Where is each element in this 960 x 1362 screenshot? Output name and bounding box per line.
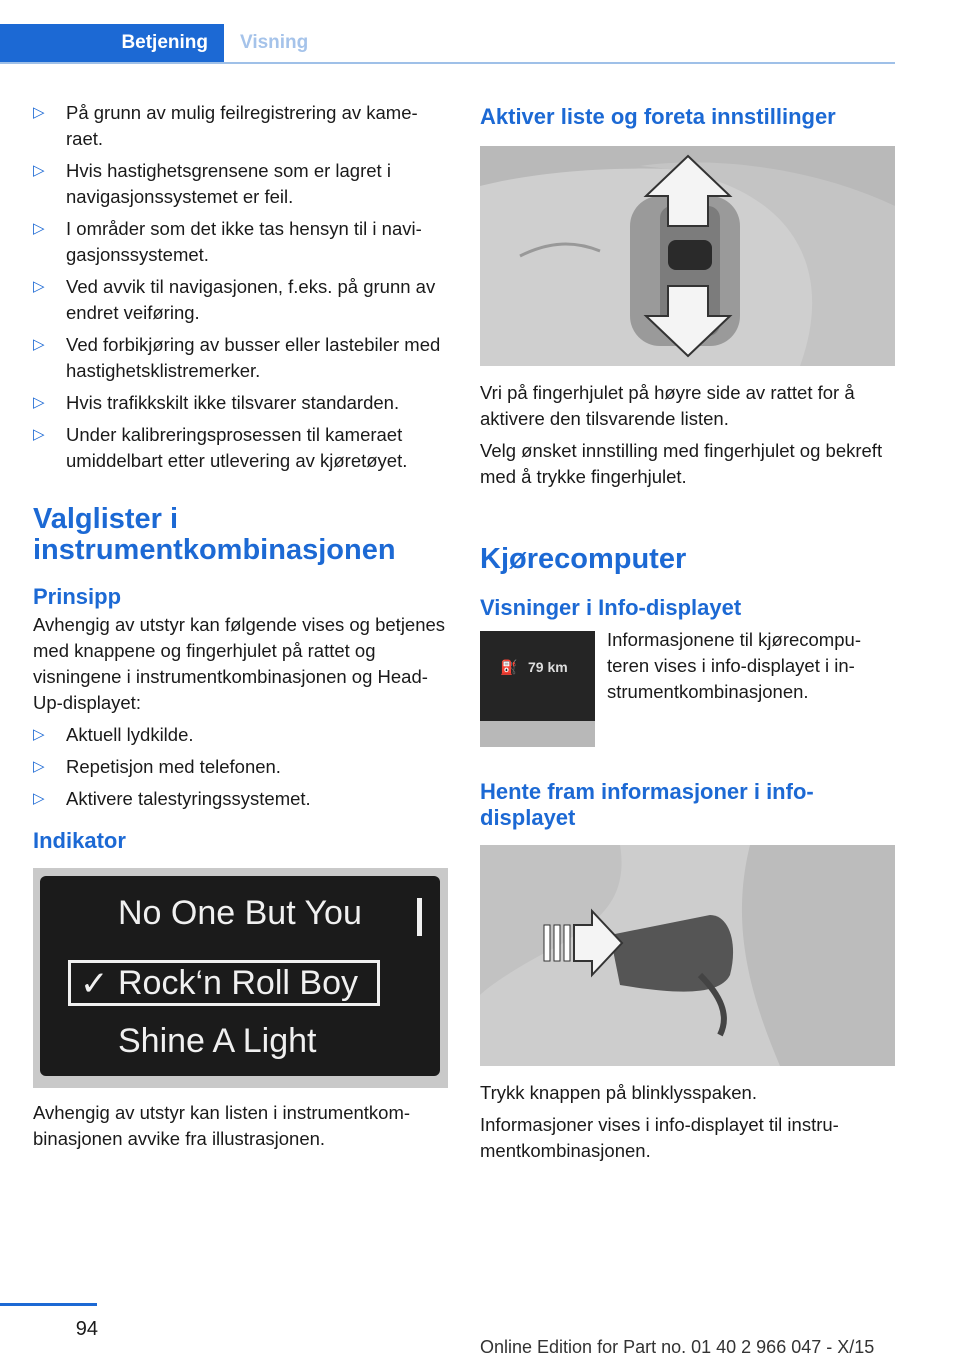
activate-text-1: Vri på fingerhjulet på høyre side av rattet for å aktivere den tilsvarende listen. (480, 382, 855, 429)
triangle-bullet-icon: ▷ (33, 104, 45, 121)
list-item: ▷ Under kalibreringsprosessen til kameraet umiddelbart etter utlevering av kjøretøyet. (33, 424, 408, 471)
fetch-text-2: Informasjoner vises i info-displayet til instrumentkombinasjonen. (480, 1114, 839, 1161)
list-item: ▷ Ved avvik til navigasjonen, f.eks. på grunn av endret veiføring. (33, 276, 436, 323)
indicator-item-2: Rock‘n Roll Boy (118, 964, 358, 1002)
header-tabbar (0, 0, 895, 64)
list-item: ▷ Aktivere talestyringssystemet. (33, 786, 448, 812)
right-column (480, 100, 895, 1164)
indicator-item-1: No One But You (118, 894, 362, 932)
heading-aktiver-liste: Aktiver liste og foreta innstillinger (480, 104, 836, 129)
triangle-bullet-icon: ▷ (33, 426, 45, 443)
list-item: ▷ På grunn av mulig feilregistrering av kameraet. (33, 102, 418, 149)
list-item: ▷ Hvis hastighetsgrensene som er lagret i navigasjonssystemet er feil. (33, 160, 391, 207)
bullet-list-principle (33, 722, 448, 812)
list-item: ▷ Ved forbikjøring av busser eller lastebiler med hastighetsklistremerker. (33, 334, 441, 381)
left-column (33, 100, 448, 1152)
heading-prinsipp: Prinsipp (33, 584, 122, 609)
triangle-bullet-icon: ▷ (33, 790, 45, 807)
indicator-item-3: Shine A Light (118, 1022, 317, 1060)
list-item: ▷ Aktuell lydkilde. (33, 722, 448, 748)
triangle-bullet-icon: ▷ (33, 336, 45, 353)
info-display-block (480, 627, 895, 747)
turn-signal-figure (480, 845, 895, 1066)
triangle-bullet-icon: ▷ (33, 278, 45, 295)
heading-indikator: Indikator (33, 828, 126, 853)
info-display-text: Informasjonene til kjørecomputeren vises i info-displayet i instrumentkombinasjonen. (607, 629, 861, 702)
range-value: 79 km (528, 659, 568, 675)
fetch-text-1: Trykk knappen på blinklysspaken. (480, 1082, 757, 1103)
triangle-bullet-icon: ▷ (33, 758, 45, 775)
page-number: 94 (75, 1318, 98, 1340)
footer-accent-line (0, 1303, 97, 1306)
tab-betjening[interactable]: Betjening (0, 24, 224, 62)
activate-text-2: Velg ønsket innstilling med fingerhjulet og bekreft med å trykke fingerhjulet. (480, 440, 883, 487)
info-display-screen (480, 631, 595, 721)
triangle-bullet-icon: ▷ (33, 726, 45, 743)
list-item: ▷ Repetisjon med telefonen. (33, 754, 448, 780)
indicator-note: Avhengig av utstyr kan listen i instrumentkombinasjonen avvike fra illustrasjonen. (33, 1102, 411, 1149)
tab-visning[interactable]: Visning (240, 32, 309, 53)
fuel-pump-icon: ⛽ (500, 659, 518, 675)
indicator-figure (33, 868, 448, 1088)
list-item: ▷ I områder som det ikke tas hensyn til i navigasjonssystemet. (33, 218, 422, 265)
checkmark-icon: ✓ (80, 965, 109, 1003)
turn-signal-illustration (480, 845, 895, 1066)
section-title-kjorecomputer: Kjørecomputer (480, 543, 687, 575)
triangle-bullet-icon: ▷ (33, 162, 45, 179)
info-display-figure (480, 631, 595, 747)
indicator-screen (40, 876, 440, 1076)
bullet-list-top (33, 100, 448, 474)
triangle-bullet-icon: ▷ (33, 220, 45, 237)
principle-text: Avhengig av utstyr kan følgende vises og betjenes med knappene og fingerhjulet på rattet og visningene i instrumentkombinasjonen og Head-Up-displayet: (33, 614, 446, 713)
section-title-valglister: Valglister i instrumentkombinasjonen (33, 503, 396, 566)
list-item: ▷ Hvis trafikkskilt ikke tilsvarer standarden. (33, 390, 448, 416)
steering-wheel-illustration (480, 146, 895, 366)
edition-line: Online Edition for Part no. 01 40 2 966 047 - X/15 (480, 1337, 875, 1357)
steering-wheel-figure (480, 146, 895, 366)
scrollbar-thumb (417, 898, 422, 936)
heading-info-displayet: Visninger i Info-displayet (480, 595, 742, 620)
heading-hente-fram: Hente fram informasjoner i infodisplayet (480, 779, 814, 830)
triangle-bullet-icon: ▷ (33, 394, 45, 411)
